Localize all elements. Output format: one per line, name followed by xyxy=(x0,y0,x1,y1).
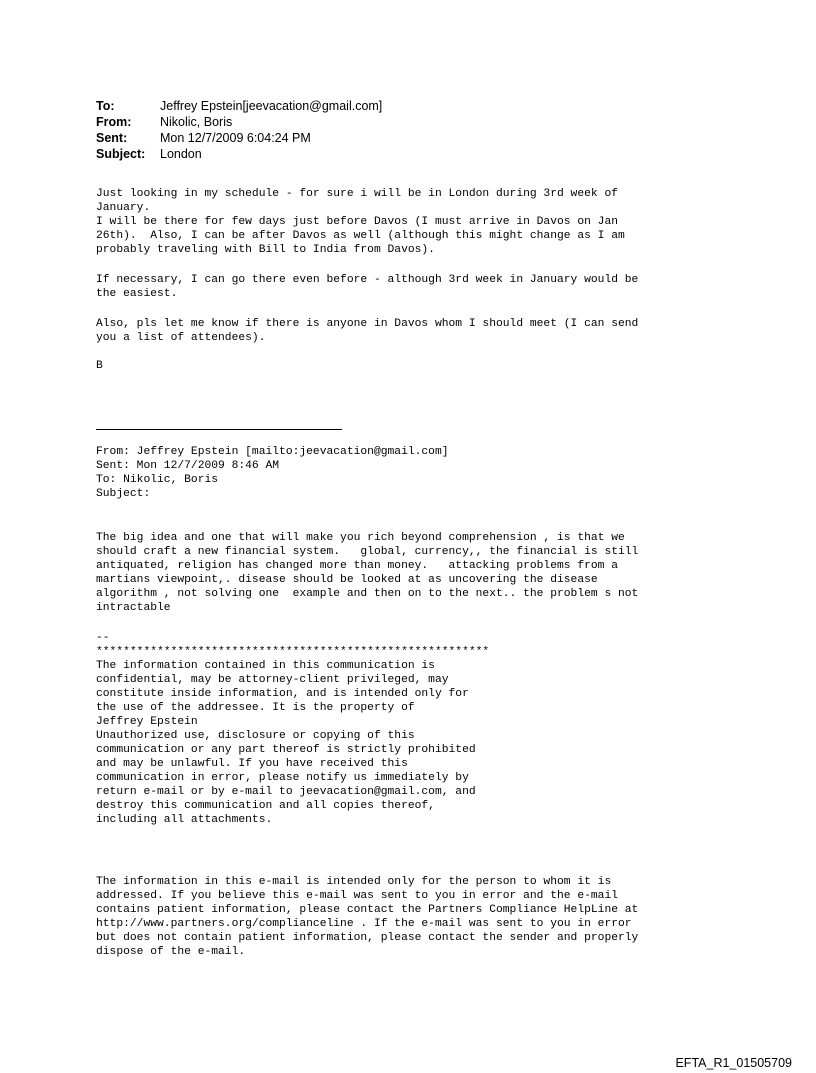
confidentiality-notice: -- ********************************************************** The information contained in this communication is confidential, may be attorney-client privileged, may constitute inside information, and is intended only for the use of the addressee. It is the property of Jeffrey Epstein Unauthorized use, disclosure or copying of this communication or any part thereof is strictly prohibited and may be unlawful. If you have received this communication in error, please notify us immediately by return e-mail or by e-mail to jeevacation@gmail.com, and destroy this communication and all copies thereof, including all attachments. xyxy=(96,632,490,826)
from-row xyxy=(96,114,382,130)
to-label: To: xyxy=(96,99,115,113)
subject-value: London xyxy=(160,147,202,161)
email-header xyxy=(96,98,382,162)
to-value: Jeffrey Epstein[jeevacation@gmail.com] xyxy=(160,99,383,113)
sent-label: Sent: xyxy=(96,131,128,145)
bates-number: EFTA_R1_01505709 xyxy=(675,1056,792,1070)
sent-row xyxy=(96,130,382,146)
to-row xyxy=(96,98,382,114)
sent-value: Mon 12/7/2009 6:04:24 PM xyxy=(160,131,311,145)
quoted-email-body: The big idea and one that will make you rich beyond comprehension , is that we should craft a new financial system. global, currency,, the financial is still antiquated, religion has changed more than money. attacking problems from a martians viewpoint,. disease should be looked at as uncovering the disease algorithm , not solving one example and then on to the next.. the problem s not intractable xyxy=(96,532,639,614)
partners-compliance-notice: The information in this e-mail is intended only for the person to whom it is addressed. If you believe this e-mail was sent to you in error and the e-mail contains patient information, please contact the Partners Compliance HelpLine at http://www.partners.org/complianceline . If the e-mail was sent to you in error but does not contain patient information, please contact the sender and properly dispose of the e-mail. xyxy=(96,876,639,958)
subject-label: Subject: xyxy=(96,147,146,161)
reply-signature: B xyxy=(96,360,103,372)
quoted-email-header: From: Jeffrey Epstein [mailto:jeevacation@gmail.com] Sent: Mon 12/7/2009 8:46 AM To: Nikolic, Boris Subject: xyxy=(96,446,449,500)
reply-paragraph-3: Also, pls let me know if there is anyone in Davos whom I should meet (I can send you a list of attendees). xyxy=(96,318,639,344)
subject-row xyxy=(96,146,382,162)
from-label: From: xyxy=(96,115,132,129)
from-value: Nikolic, Boris xyxy=(160,115,233,129)
reply-paragraph-1: Just looking in my schedule - for sure i will be in London during 3rd week of January. I will be there for few days just before Davos (I must arrive in Davos on Jan 26th). Also, I can be after Davos as well (although this might change as I am probably traveling with Bill to India from Davos). xyxy=(96,188,625,256)
quote-separator-line xyxy=(96,429,342,430)
reply-paragraph-2: If necessary, I can go there even before - although 3rd week in January would be the easiest. xyxy=(96,274,639,300)
